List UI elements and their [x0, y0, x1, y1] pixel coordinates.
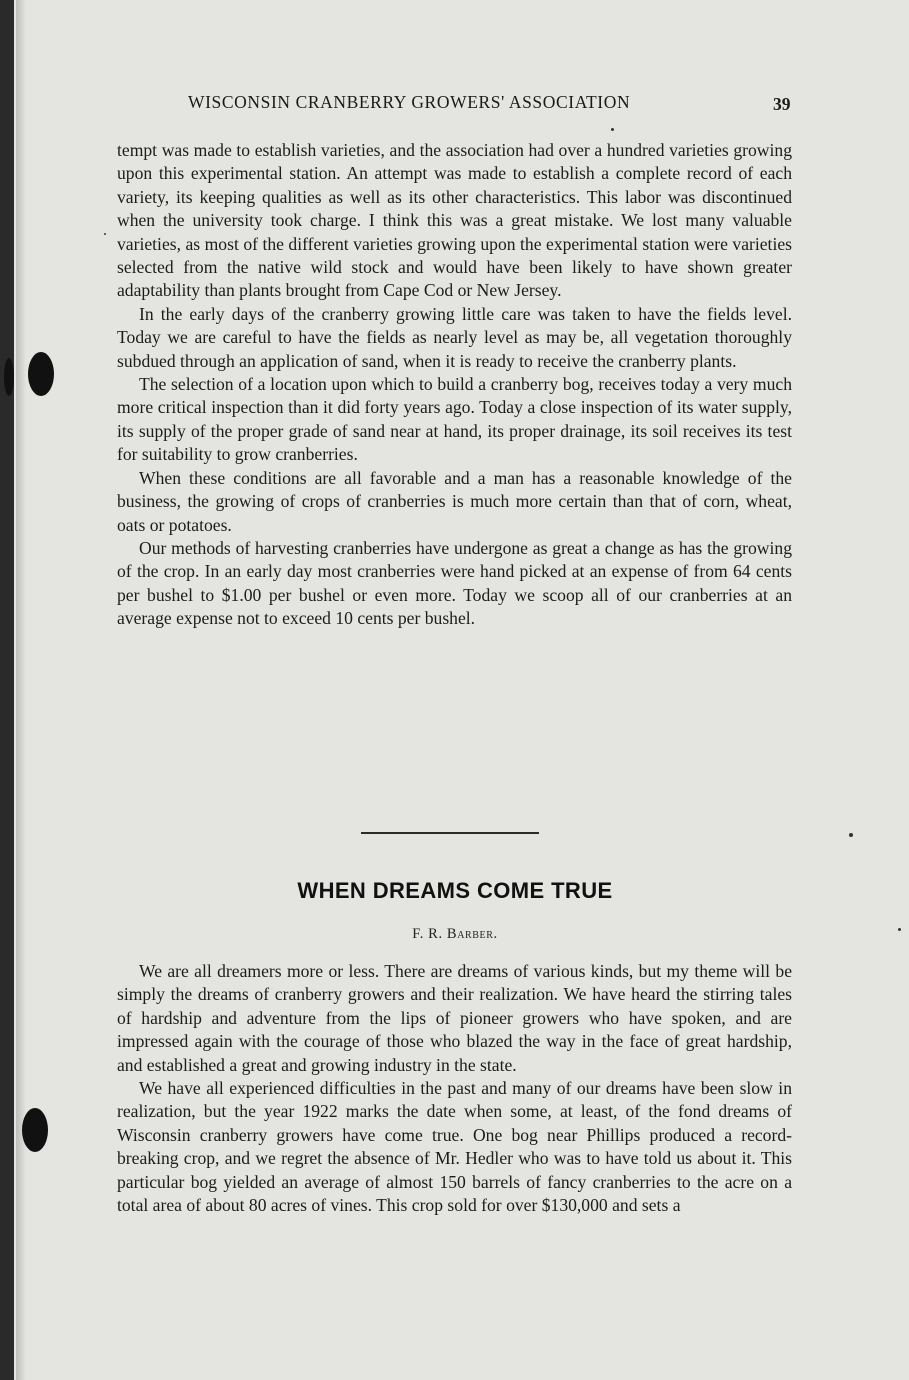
article-body — [117, 960, 792, 1217]
punch-hole-edge — [4, 358, 14, 396]
section-divider — [361, 832, 539, 834]
paragraph: The selection of a location upon which to build a cranberry bog, receives today a very much more critical inspection than it did forty years ago. Today a close inspection of its water supply, its supply of the proper grade of sand near at hand, its proper drainage, its soil receives its test for suitability to grow cranberries. — [117, 374, 792, 465]
running-title: WISCONSIN CRANBERRY GROWERS' ASSOCIATION — [188, 92, 631, 112]
binding-edge — [0, 0, 14, 1380]
paragraph: We have all experienced difficulties in the past and many of our dreams have been slow in realization, but the year 1922 marks the date when some, at least, of the fond dreams of Wisconsin cranberry growers have come true. One bog near Phillips produced a record-breaking crop, and we regret the absence of Mr. Hedler who was to have told us about it. This particular bog yielded an average of almost 150 barrels of fancy cranberries to the acre on a total area of about 80 acres of vines. This crop sold for over $130,000 and sets a — [117, 1078, 792, 1216]
punch-hole — [22, 1108, 48, 1152]
paragraph: When these conditions are all favorable and a man has a reasonable knowledge of the business, the growing of crops of cranberries is much more certain than that of corn, wheat, oats or potatoes. — [117, 467, 792, 535]
paragraph: Our methods of harvesting cranberries have undergone as great a change as has the growing of the crop. In an early day most cranberries were hand picked at an expense of from 64 cents per bushel to $1.00 per bushel or even more. Today we scoop all of our cranberries at an average expense not to exceed 10 cents per bushel. — [117, 537, 792, 629]
page-number: 39 — [773, 94, 791, 114]
binding-shadow — [16, 0, 26, 1380]
paragraph: We are all dreamers more or less. There are dreams of various kinds, but my theme will be simply the dreams of cranberry growers and their realization. We have heard the stirring tales of hardship and adventure from the lips of pioneer growers who have spoken, and are impressed again with the courage of those who blazed the way in the face of great hardship, and established a great and growing industry in the state. — [117, 961, 792, 1075]
print-speck — [849, 833, 853, 837]
punch-hole — [28, 352, 54, 396]
print-speck — [104, 233, 106, 235]
author-surname: Barber. — [446, 926, 498, 942]
byline — [330, 926, 580, 943]
paragraph: tempt was made to establish varieties, and the association had over a hundred varieties growing upon this experimental station. An attempt was made to establish a complete record of each variety, its keeping qualities as well as its other characteristics. This labor was discontinued when the university took charge. I think this was a great mistake. We lost many valuable varieties, as most of the different varieties growing upon the experimental station were varieties selected from the native wild stock and would have been likely to have shown greater adaptability than plants brought from Cape Cod or New Jersey. — [117, 140, 792, 301]
paragraph: In the early days of the cranberry growing little care was taken to have the fields level. Today we are careful to have the fields as nearly level as may be, all vegetation thoroughly subdued through an application of sand, when it is ready to receive the cranberry plants. — [117, 303, 792, 371]
author-initials: F. R. — [412, 926, 443, 942]
article-title: WHEN DREAMS COME TRUE — [297, 878, 613, 903]
running-head — [188, 92, 791, 114]
print-speck — [898, 928, 901, 931]
print-speck — [611, 128, 614, 131]
continued-text — [117, 139, 792, 631]
